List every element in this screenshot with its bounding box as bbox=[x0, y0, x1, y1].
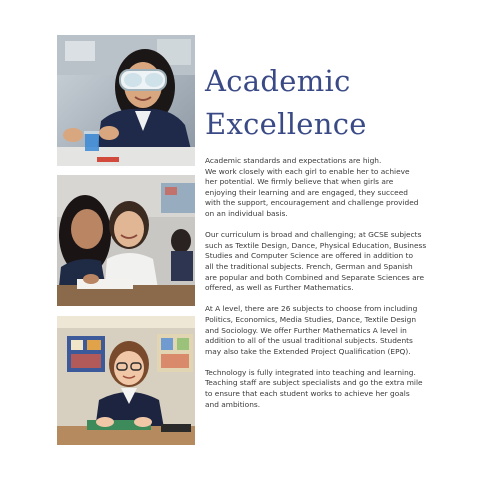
paragraph-a-level bbox=[205, 304, 437, 357]
photo-science-lab bbox=[57, 35, 195, 166]
title-line-1: Academic bbox=[205, 64, 351, 98]
text-line: Politics, Economics, Media Studies, Dance, Textile Design bbox=[205, 314, 417, 324]
text-line: on an individual basis. bbox=[205, 208, 288, 218]
text-line: Technology is fully integrated into teaching and learning. bbox=[205, 367, 416, 377]
text-line: and ambitions. bbox=[205, 399, 261, 409]
text-line: Academic standards and expectations are high. bbox=[205, 156, 382, 165]
paragraph-academic-standards bbox=[205, 156, 437, 220]
text-line: such as Textile Design, Dance, Physical Education, Business bbox=[205, 240, 427, 250]
photo-classroom-friends bbox=[57, 175, 195, 306]
text-line: Teaching staff are subject specialists and go the extra mile bbox=[205, 378, 423, 388]
paragraph-curriculum bbox=[205, 230, 437, 294]
text-line: offered, as well as Further Mathematics. bbox=[205, 283, 354, 293]
text-line: addition to all of the usual traditional subjects. Students bbox=[205, 336, 413, 346]
photo-studying-student bbox=[57, 316, 195, 445]
text-line: her potential. We firmly believe that when girls are bbox=[205, 177, 394, 187]
text-line: and Sociology. We offer Further Mathematics A level in bbox=[205, 325, 407, 335]
text-line: Our curriculum is broad and challenging; at GCSE subjects bbox=[205, 230, 422, 240]
text-line: Studies and Computer Science are offered in addition to bbox=[205, 251, 414, 261]
text-line: may also take the Extended Project Qualification (EPQ). bbox=[205, 346, 411, 356]
text-line: with the support, encouragement and challenge provided bbox=[205, 198, 419, 208]
text-line: enjoying their learning and are engaged, they succeed bbox=[205, 187, 408, 197]
title-line-2: Excellence bbox=[205, 107, 367, 141]
paragraph-technology bbox=[205, 368, 437, 410]
text-line: We work closely with each girl to enable her to achieve bbox=[205, 166, 410, 176]
body-text bbox=[205, 156, 437, 421]
text-line: At A level, there are 26 subjects to choose from including bbox=[205, 304, 418, 314]
text-line: are popular and both Combined and Separate Sciences are bbox=[205, 272, 425, 282]
page-title bbox=[205, 60, 367, 146]
text-line: all the traditional subjects. French, German and Spanish bbox=[205, 261, 413, 271]
text-line: to ensure that each student works to achieve her goals bbox=[205, 389, 410, 399]
